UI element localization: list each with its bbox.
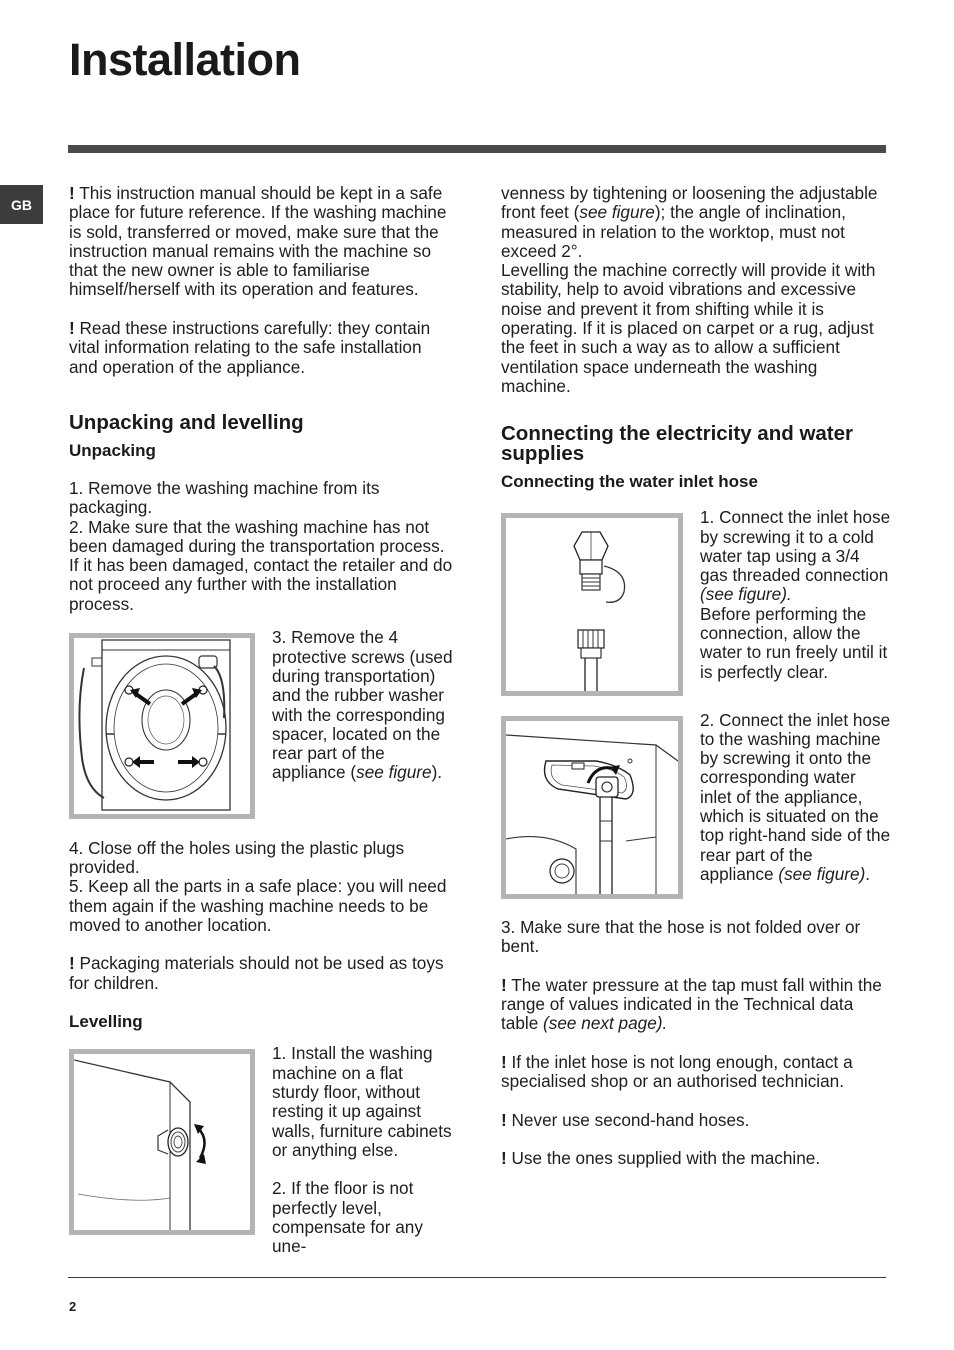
rear-screws-figure bbox=[69, 633, 255, 819]
second-hand-note: ! Never use second-hand hoses. bbox=[501, 1109, 750, 1130]
washing-machine-rear-illustration bbox=[74, 638, 250, 814]
unpacking-step-5: 5. Keep all the parts in a safe place: you will need them again if the washing machine needs to be moved to another location. bbox=[69, 876, 447, 935]
hose-length-note: ! If the inlet hose is not long enough, contact a specialised shop or an authorised technician. bbox=[501, 1051, 853, 1092]
inlet-connection-block bbox=[501, 709, 891, 899]
page-title: Installation bbox=[69, 34, 301, 85]
subheading-unpacking: Unpacking bbox=[69, 440, 156, 460]
unpacking-step-4: 4. Close off the holes using the plastic plugs provided. bbox=[69, 837, 405, 877]
warning-mark: ! bbox=[501, 1148, 507, 1169]
pressure-note: ! The water pressure at the tap must fall within the range of values indicated in the Technical data table (see next page). bbox=[501, 974, 882, 1034]
warning-mark: ! bbox=[501, 1051, 507, 1072]
levelling-block bbox=[69, 1043, 453, 1257]
tap-figure bbox=[501, 513, 683, 696]
unpacking-step-3: 3. Remove the 4 protective screws (used during transportation) and the rubber washer with the corresponding spacer, located on the rear part of the appliance ( bbox=[272, 627, 453, 783]
inlet-connection-text: 2. Connect the inlet hose to the washing machine by screwing it onto the corresponding water inlet of the appliance, which is situated on the top right-hand side of the rear part of the appliance (see figure). bbox=[700, 709, 891, 884]
subheading-levelling: Levelling bbox=[69, 1012, 143, 1032]
right-column bbox=[501, 184, 891, 1188]
intro-note-2: ! Read these instructions carefully: they contain vital information relating to the safe installation and operation of the appliance. bbox=[69, 318, 431, 377]
supplied-hoses-note: ! Use the ones supplied with the machine. bbox=[501, 1148, 821, 1169]
levelling-text bbox=[272, 1044, 453, 1256]
rear-screws-block bbox=[69, 627, 453, 819]
water-step-1-note: Before performing the connection, allow the water to run freely until it is perfectly clear. bbox=[700, 603, 888, 682]
intro-note-1: ! This instruction manual should be kept in a safe place for future reference. If the washing machine is sold, transferred or moved, make sure that the instruction manual remains with the machine so that the new owner is able to familiarise himself/herself with its operation and features. bbox=[69, 183, 447, 300]
footer-divider bbox=[68, 1277, 886, 1278]
warning-mark: ! bbox=[69, 183, 75, 203]
tap-connection-block bbox=[501, 507, 891, 696]
adjustable-foot-illustration bbox=[74, 1054, 250, 1230]
rear-screws-text: 3. Remove the 4 protective screws (used during transportation) and the rubber washer with the corresponding spacer, located on the rear part of the appliance (see figure). bbox=[272, 627, 453, 783]
adjustable-foot-figure bbox=[69, 1049, 255, 1235]
warning-mark: ! bbox=[69, 953, 75, 974]
water-step-1: 1. Connect the inlet hose by screwing it to a cold water tap using a 3/4 gas threaded connection bbox=[700, 507, 891, 586]
subheading-inlet-hose: Connecting the water inlet hose bbox=[501, 472, 758, 492]
tap-and-hose-illustration bbox=[506, 518, 678, 691]
unpacking-step-2: 2. Make sure that the washing machine has not been damaged during the transportation process. If it has been damaged, contact the retailer and do not proceed any further with the installation process. bbox=[69, 516, 453, 614]
section-heading-electricity-water: Connecting the electricity and water supplies bbox=[501, 422, 853, 466]
warning-mark: ! bbox=[501, 1109, 507, 1130]
water-step-2: 2. Connect the inlet hose to the washing machine by screwing it onto the corresponding water inlet of the appliance, which is situated on the top right-hand side of the rear part of the appliance bbox=[700, 709, 891, 884]
left-column bbox=[69, 184, 453, 1276]
water-step-3: 3. Make sure that the hose is not folded over or bent. bbox=[501, 916, 861, 957]
page-number: 2 bbox=[69, 1299, 77, 1314]
levelling-continued: venness by tightening or loosening the adjustable front feet (see figure); the angle of inclination, measured in relation to the worktop, must not exceed 2°. bbox=[501, 183, 878, 261]
warning-mark: ! bbox=[501, 974, 507, 995]
levelling-step-2: 2. If the floor is not perfectly level, compensate for any une- bbox=[272, 1178, 423, 1257]
levelling-step-1: 1. Install the washing machine on a flat sturdy floor, without resting it up against walls, furniture cabinets or anything else. bbox=[272, 1043, 452, 1160]
packaging-warning: ! Packaging materials should not be used as toys for children. bbox=[69, 953, 444, 993]
tap-connection-text: 1. Connect the inlet hose by screwing it to a cold water tap using a 3/4 gas threaded connection (see figure). Before performing the connection, allow the water to run freely until it is perfectly clear. bbox=[700, 507, 891, 682]
section-heading-unpacking-levelling: Unpacking and levelling bbox=[69, 410, 304, 434]
warning-mark: ! bbox=[69, 318, 75, 339]
unpacking-step-1: 1. Remove the washing machine from its packaging. bbox=[69, 477, 380, 518]
inlet-figure bbox=[501, 716, 683, 899]
levelling-stability: Levelling the machine correctly will provide it with stability, help to avoid vibrations and excessive noise and prevent it from shifting while it is operating. If it is placed on carpet or a rug, adjust the feet in such a way as to allow a sufficient ventilation space underneath the washing machine. bbox=[501, 260, 876, 396]
machine-inlet-illustration bbox=[506, 721, 678, 894]
language-tab: GB bbox=[0, 185, 43, 224]
title-divider bbox=[68, 145, 886, 153]
